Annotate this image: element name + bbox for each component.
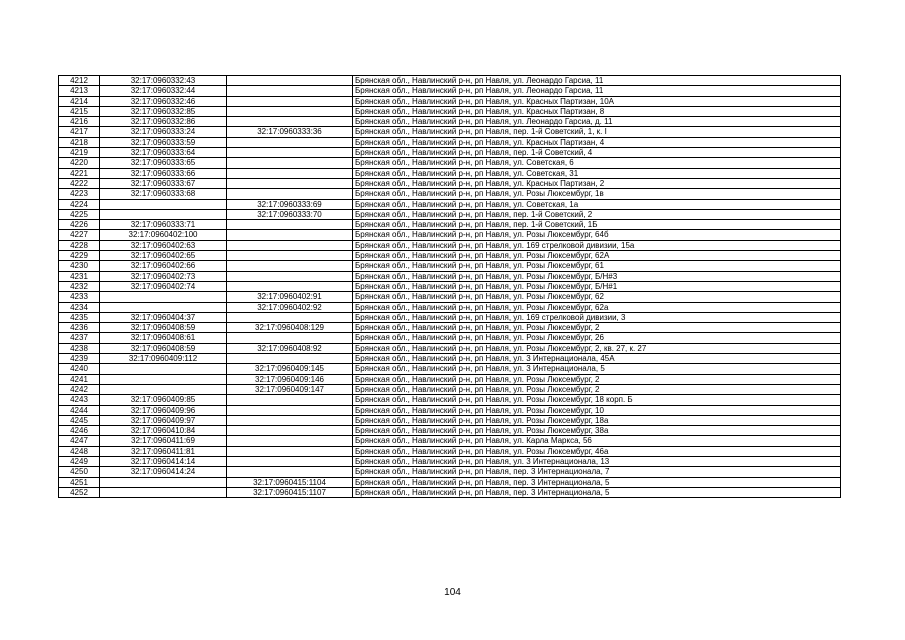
row-number-cell: 4222: [59, 178, 100, 188]
related-cadastral-number-cell: [227, 426, 353, 436]
address-cell: Брянская обл., Навлинский р-н, рп Навля, ул. 169 стрелковой дивизии, 15а: [353, 240, 841, 250]
row-number-cell: 4223: [59, 189, 100, 199]
row-number-cell: 4218: [59, 137, 100, 147]
table-row: [59, 415, 841, 425]
cadastral-number-cell: 32:17:0960332:85: [100, 106, 227, 116]
table-row: [59, 333, 841, 343]
address-cell: Брянская обл., Навлинский р-н, рп Навля, пер. 1-й Советский, 4: [353, 148, 841, 158]
related-cadastral-number-cell: [227, 230, 353, 240]
row-number-cell: 4231: [59, 271, 100, 281]
address-cell: Брянская обл., Навлинский р-н, рп Навля, ул. Розы Люксембург, 10: [353, 405, 841, 415]
row-number-cell: 4219: [59, 148, 100, 158]
table-row: [59, 127, 841, 137]
address-cell: Брянская обл., Навлинский р-н, рп Навля, ул. 3 Интернационала, 13: [353, 456, 841, 466]
table-row: [59, 436, 841, 446]
row-number-cell: 4243: [59, 395, 100, 405]
table-row: [59, 148, 841, 158]
address-cell: Брянская обл., Навлинский р-н, рп Навля, пер. 3 Интернационала, 5: [353, 487, 841, 497]
row-number-cell: 4249: [59, 456, 100, 466]
table-row: [59, 395, 841, 405]
related-cadastral-number-cell: 32:17:0960415:1104: [227, 477, 353, 487]
table-body: [59, 76, 841, 498]
table-row: [59, 117, 841, 127]
address-cell: Брянская обл., Навлинский р-н, рп Навля, ул. Розы Люксембург, Б/Н#1: [353, 281, 841, 291]
related-cadastral-number-cell: [227, 178, 353, 188]
cadastral-number-cell: 32:17:0960333:59: [100, 137, 227, 147]
related-cadastral-number-cell: [227, 251, 353, 261]
row-number-cell: 4224: [59, 199, 100, 209]
cadastral-number-cell: 32:17:0960402:66: [100, 261, 227, 271]
cadastral-number-cell: 32:17:0960409:96: [100, 405, 227, 415]
address-cell: Брянская обл., Навлинский р-н, рп Навля, ул. Розы Люксембург, 62а: [353, 302, 841, 312]
address-cell: Брянская обл., Навлинский р-н, рп Навля, ул. Красных Партизан, 10А: [353, 96, 841, 106]
related-cadastral-number-cell: 32:17:0960333:69: [227, 199, 353, 209]
row-number-cell: 4252: [59, 487, 100, 497]
related-cadastral-number-cell: [227, 436, 353, 446]
table-row: [59, 467, 841, 477]
table-row: [59, 189, 841, 199]
address-cell: Брянская обл., Навлинский р-н, рп Навля, пер. 3 Интернационала, 7: [353, 467, 841, 477]
cadastral-number-cell: 32:17:0960333:67: [100, 178, 227, 188]
row-number-cell: 4234: [59, 302, 100, 312]
related-cadastral-number-cell: [227, 189, 353, 199]
address-cell: Брянская обл., Навлинский р-н, рп Навля, ул. Красных Партизан, 2: [353, 178, 841, 188]
address-cell: Брянская обл., Навлинский р-н, рп Навля, ул. Розы Люксембург, 18а: [353, 415, 841, 425]
cadastral-number-cell: 32:17:0960404:37: [100, 312, 227, 322]
table-row: [59, 456, 841, 466]
address-cell: Брянская обл., Навлинский р-н, рп Навля, ул. Леонардо Гарсиа, 11: [353, 86, 841, 96]
table-row: [59, 384, 841, 394]
address-cell: Брянская обл., Навлинский р-н, рп Навля, ул. 3 Интернационала, 45А: [353, 354, 841, 364]
related-cadastral-number-cell: 32:17:0960333:70: [227, 209, 353, 219]
table-row: [59, 374, 841, 384]
table-row: [59, 487, 841, 497]
page-number: 104: [444, 587, 461, 598]
table-row: [59, 168, 841, 178]
cadastral-number-cell: [100, 374, 227, 384]
cadastral-number-cell: 32:17:0960408:61: [100, 333, 227, 343]
related-cadastral-number-cell: [227, 405, 353, 415]
row-number-cell: 4251: [59, 477, 100, 487]
related-cadastral-number-cell: [227, 446, 353, 456]
row-number-cell: 4240: [59, 364, 100, 374]
table-row: [59, 240, 841, 250]
address-cell: Брянская обл., Навлинский р-н, рп Навля, ул. Розы Люксембург, 46а: [353, 446, 841, 456]
related-cadastral-number-cell: [227, 333, 353, 343]
related-cadastral-number-cell: 32:17:0960333:36: [227, 127, 353, 137]
row-number-cell: 4248: [59, 446, 100, 456]
cadastral-number-cell: 32:17:0960402:63: [100, 240, 227, 250]
row-number-cell: 4220: [59, 158, 100, 168]
property-table: [58, 75, 841, 498]
cadastral-number-cell: 32:17:0960411:69: [100, 436, 227, 446]
cadastral-number-cell: [100, 384, 227, 394]
address-cell: Брянская обл., Навлинский р-н, рп Навля, ул. Розы Люксембург, 2: [353, 384, 841, 394]
cadastral-number-cell: 32:17:0960332:46: [100, 96, 227, 106]
cadastral-number-cell: 32:17:0960408:59: [100, 343, 227, 353]
related-cadastral-number-cell: [227, 106, 353, 116]
row-number-cell: 4235: [59, 312, 100, 322]
cadastral-number-cell: 32:17:0960332:43: [100, 76, 227, 86]
row-number-cell: 4229: [59, 251, 100, 261]
related-cadastral-number-cell: [227, 86, 353, 96]
row-number-cell: 4244: [59, 405, 100, 415]
table-row: [59, 271, 841, 281]
table-row: [59, 477, 841, 487]
cadastral-number-cell: 32:17:0960333:65: [100, 158, 227, 168]
address-cell: Брянская обл., Навлинский р-н, рп Навля, ул. Розы Люксембург, 18 корп. Б: [353, 395, 841, 405]
related-cadastral-number-cell: [227, 240, 353, 250]
table-row: [59, 158, 841, 168]
table-row: [59, 220, 841, 230]
row-number-cell: 4247: [59, 436, 100, 446]
table-row: [59, 86, 841, 96]
related-cadastral-number-cell: [227, 395, 353, 405]
cadastral-number-cell: 32:17:0960408:59: [100, 323, 227, 333]
row-number-cell: 4242: [59, 384, 100, 394]
table-row: [59, 199, 841, 209]
address-cell: Брянская обл., Навлинский р-н, рп Навля, ул. Розы Люксембург, 2: [353, 374, 841, 384]
related-cadastral-number-cell: [227, 467, 353, 477]
address-cell: Брянская обл., Навлинский р-н, рп Навля, пер. 1-й Советский, 2: [353, 209, 841, 219]
cadastral-number-cell: 32:17:0960333:64: [100, 148, 227, 158]
cadastral-number-cell: 32:17:0960409:112: [100, 354, 227, 364]
related-cadastral-number-cell: 32:17:0960402:91: [227, 292, 353, 302]
row-number-cell: 4216: [59, 117, 100, 127]
cadastral-number-cell: [100, 302, 227, 312]
table-row: [59, 251, 841, 261]
row-number-cell: 4221: [59, 168, 100, 178]
table-row: [59, 446, 841, 456]
table-row: [59, 209, 841, 219]
address-cell: Брянская обл., Навлинский р-н, рп Навля, ул. Советская, 1а: [353, 199, 841, 209]
address-cell: Брянская обл., Навлинский р-н, рп Навля, ул. Розы Люксембург, Б/Н#3: [353, 271, 841, 281]
related-cadastral-number-cell: [227, 96, 353, 106]
table-row: [59, 137, 841, 147]
cadastral-number-cell: [100, 292, 227, 302]
address-cell: Брянская обл., Навлинский р-н, рп Навля, ул. Розы Люксембург, 1в: [353, 189, 841, 199]
table-row: [59, 261, 841, 271]
cadastral-number-cell: [100, 364, 227, 374]
address-cell: Брянская обл., Навлинский р-н, рп Навля, ул. Советская, 6: [353, 158, 841, 168]
row-number-cell: 4232: [59, 281, 100, 291]
table-row: [59, 312, 841, 322]
cadastral-number-cell: 32:17:0960333:71: [100, 220, 227, 230]
cadastral-number-cell: [100, 487, 227, 497]
related-cadastral-number-cell: 32:17:0960409:147: [227, 384, 353, 394]
related-cadastral-number-cell: 32:17:0960408:129: [227, 323, 353, 333]
address-cell: Брянская обл., Навлинский р-н, рп Навля, ул. Розы Люксембург, 64б: [353, 230, 841, 240]
cadastral-number-cell: 32:17:0960333:68: [100, 189, 227, 199]
row-number-cell: 4241: [59, 374, 100, 384]
table-row: [59, 96, 841, 106]
row-number-cell: 4236: [59, 323, 100, 333]
table-row: [59, 343, 841, 353]
row-number-cell: 4245: [59, 415, 100, 425]
row-number-cell: 4213: [59, 86, 100, 96]
related-cadastral-number-cell: [227, 271, 353, 281]
related-cadastral-number-cell: 32:17:0960409:145: [227, 364, 353, 374]
related-cadastral-number-cell: [227, 312, 353, 322]
table-row: [59, 323, 841, 333]
cadastral-number-cell: 32:17:0960332:44: [100, 86, 227, 96]
related-cadastral-number-cell: 32:17:0960409:146: [227, 374, 353, 384]
address-cell: Брянская обл., Навлинский р-н, рп Навля, ул. Розы Люксембург, 2, кв. 27, к. 27: [353, 343, 841, 353]
row-number-cell: 4226: [59, 220, 100, 230]
table-row: [59, 302, 841, 312]
address-cell: Брянская обл., Навлинский р-н, рп Навля, ул. Карла Маркса, 56: [353, 436, 841, 446]
cadastral-number-cell: [100, 477, 227, 487]
table-row: [59, 106, 841, 116]
cadastral-number-cell: 32:17:0960414:14: [100, 456, 227, 466]
row-number-cell: 4215: [59, 106, 100, 116]
related-cadastral-number-cell: [227, 261, 353, 271]
table-row: [59, 364, 841, 374]
table-row: [59, 76, 841, 86]
row-number-cell: 4250: [59, 467, 100, 477]
address-cell: Брянская обл., Навлинский р-н, рп Навля, ул. Розы Люксембург, 38а: [353, 426, 841, 436]
related-cadastral-number-cell: 32:17:0960402:92: [227, 302, 353, 312]
row-number-cell: 4233: [59, 292, 100, 302]
cadastral-number-cell: 32:17:0960410:84: [100, 426, 227, 436]
row-number-cell: 4230: [59, 261, 100, 271]
address-cell: Брянская обл., Навлинский р-н, рп Навля, ул. Красных Партизан, 8: [353, 106, 841, 116]
cadastral-number-cell: 32:17:0960402:73: [100, 271, 227, 281]
table-row: [59, 178, 841, 188]
table-row: [59, 281, 841, 291]
cadastral-number-cell: 32:17:0960402:100: [100, 230, 227, 240]
address-cell: Брянская обл., Навлинский р-н, рп Навля, пер. 1-й Советский, 1Б: [353, 220, 841, 230]
row-number-cell: 4212: [59, 76, 100, 86]
cadastral-number-cell: 32:17:0960409:97: [100, 415, 227, 425]
cadastral-number-cell: 32:17:0960333:24: [100, 127, 227, 137]
related-cadastral-number-cell: [227, 281, 353, 291]
related-cadastral-number-cell: [227, 76, 353, 86]
row-number-cell: 4214: [59, 96, 100, 106]
related-cadastral-number-cell: [227, 168, 353, 178]
address-cell: Брянская обл., Навлинский р-н, рп Навля, ул. Розы Люксембург, 62А: [353, 251, 841, 261]
address-cell: Брянская обл., Навлинский р-н, рп Навля, ул. Леонардо Гарсиа, 11: [353, 76, 841, 86]
address-cell: Брянская обл., Навлинский р-н, рп Навля, ул. 3 Интернационала, 5: [353, 364, 841, 374]
address-cell: Брянская обл., Навлинский р-н, рп Навля, ул. Розы Люксембург, 2: [353, 323, 841, 333]
address-cell: Брянская обл., Навлинский р-н, рп Навля, ул. 169 стрелковой дивизии, 3: [353, 312, 841, 322]
row-number-cell: 4225: [59, 209, 100, 219]
cadastral-number-cell: 32:17:0960409:85: [100, 395, 227, 405]
address-cell: Брянская обл., Навлинский р-н, рп Навля, пер. 3 Интернационала, 5: [353, 477, 841, 487]
table-row: [59, 292, 841, 302]
cadastral-number-cell: 32:17:0960414:24: [100, 467, 227, 477]
address-cell: Брянская обл., Навлинский р-н, рп Навля, ул. Красных Партизан, 4: [353, 137, 841, 147]
related-cadastral-number-cell: [227, 220, 353, 230]
row-number-cell: 4228: [59, 240, 100, 250]
address-cell: Брянская обл., Навлинский р-н, рп Навля, ул. Леонардо Гарсиа, д. 11: [353, 117, 841, 127]
row-number-cell: 4227: [59, 230, 100, 240]
table-row: [59, 426, 841, 436]
address-cell: Брянская обл., Навлинский р-н, рп Навля, ул. Советская, 31: [353, 168, 841, 178]
cadastral-number-cell: 32:17:0960402:74: [100, 281, 227, 291]
related-cadastral-number-cell: [227, 158, 353, 168]
table-row: [59, 354, 841, 364]
related-cadastral-number-cell: [227, 354, 353, 364]
row-number-cell: 4237: [59, 333, 100, 343]
table-row: [59, 230, 841, 240]
row-number-cell: 4238: [59, 343, 100, 353]
cadastral-number-cell: 32:17:0960402:65: [100, 251, 227, 261]
related-cadastral-number-cell: [227, 137, 353, 147]
related-cadastral-number-cell: 32:17:0960408:92: [227, 343, 353, 353]
address-cell: Брянская обл., Навлинский р-н, рп Навля, ул. Розы Люксембург, 62: [353, 292, 841, 302]
related-cadastral-number-cell: [227, 456, 353, 466]
row-number-cell: 4217: [59, 127, 100, 137]
row-number-cell: 4246: [59, 426, 100, 436]
table-row: [59, 405, 841, 415]
cadastral-number-cell: 32:17:0960333:66: [100, 168, 227, 178]
related-cadastral-number-cell: [227, 117, 353, 127]
related-cadastral-number-cell: [227, 148, 353, 158]
related-cadastral-number-cell: 32:17:0960415:1107: [227, 487, 353, 497]
row-number-cell: 4239: [59, 354, 100, 364]
cadastral-number-cell: [100, 209, 227, 219]
cadastral-number-cell: [100, 199, 227, 209]
cadastral-number-cell: 32:17:0960332:86: [100, 117, 227, 127]
address-cell: Брянская обл., Навлинский р-н, рп Навля, пер. 1-й Советский, 1, к. I: [353, 127, 841, 137]
address-cell: Брянская обл., Навлинский р-н, рп Навля, ул. Розы Люксембург, 26: [353, 333, 841, 343]
cadastral-number-cell: 32:17:0960411:81: [100, 446, 227, 456]
related-cadastral-number-cell: [227, 415, 353, 425]
address-cell: Брянская обл., Навлинский р-н, рп Навля, ул. Розы Люксембург, 61: [353, 261, 841, 271]
